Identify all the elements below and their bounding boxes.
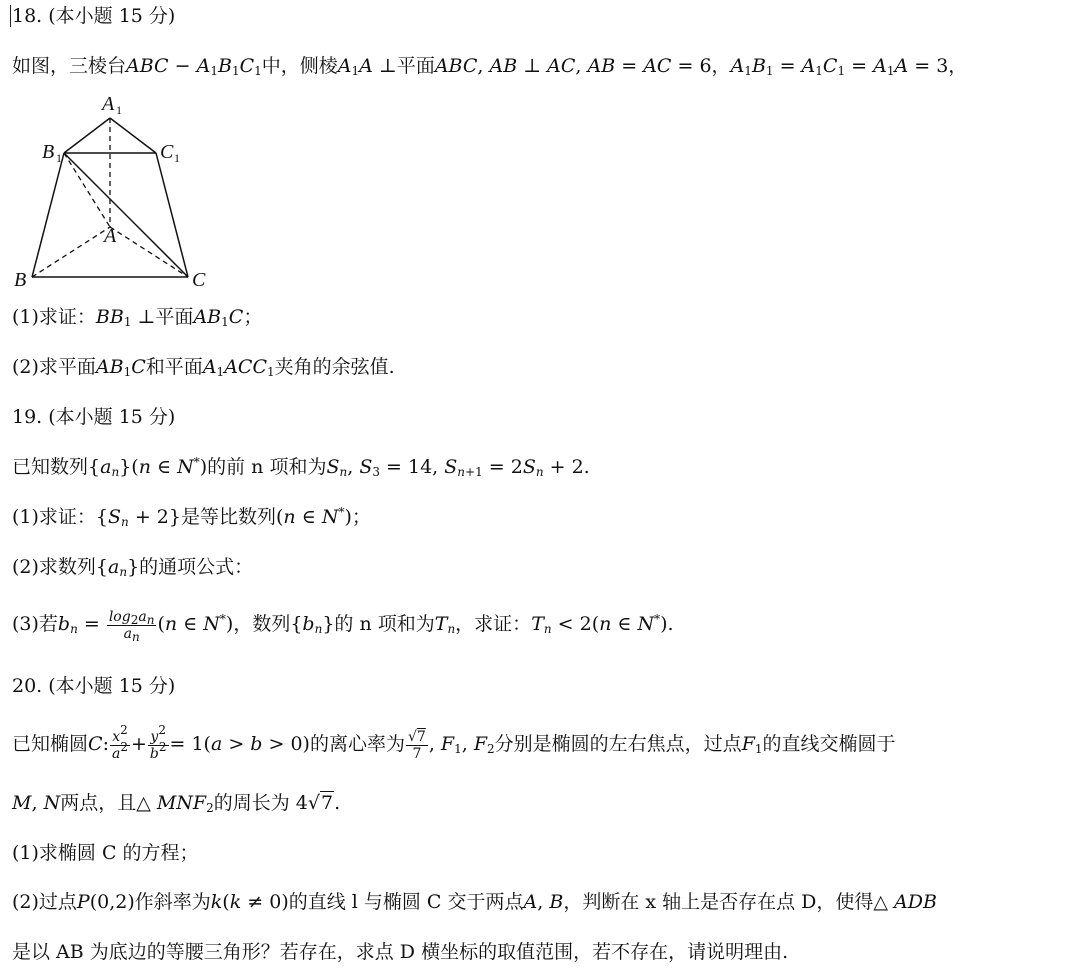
q19-stem: 已知数列$\{a_n\}(n$ ∈ N*)的前 n 项和为$S_n$, $S_3 = 14$, $S_{n+1} = 2S_n + 2$. bbox=[12, 455, 590, 479]
q18-part1: (1)求证：$BB_1$ ⊥平面$AB_1C$； bbox=[12, 306, 263, 329]
q20-stem-line2: M, N两点，且△ $MNF_2$的周长为 4√7. bbox=[12, 792, 341, 815]
edge-a1c1 bbox=[110, 118, 156, 153]
fraction-log2an-over-an: $\frac{\log_2a_n}{a_n}$ bbox=[108, 608, 155, 644]
q19-part3: (3)若$b_n$ = $\frac{\log_2a_n}{a_n}$ (n ∈ N*)，数列$\{b_n\}$的 n 项和为$T_n$，求证：$T_n < 2(n$ ∈ N*). bbox=[12, 608, 674, 644]
label-a1-sub: 1 bbox=[116, 103, 122, 117]
q18-part2: (2)求平面$AB_1C$和平面$A_1ACC_1$夹角的余弦值. bbox=[12, 356, 395, 379]
label-b1: B bbox=[42, 141, 55, 163]
edge-c1c bbox=[156, 153, 188, 277]
q20-part2: (2)过点P(0,2)作斜率为k(k ≠ 0)的直线 l 与椭圆 C 交于两点A, B，判断在 x 轴上是否存在点 D，使得△ ADB bbox=[12, 891, 937, 913]
text-cursor bbox=[10, 5, 11, 27]
fraction-y2-b2: $\frac{y^2}{b^2}$ bbox=[149, 722, 167, 762]
label-a1: A bbox=[102, 93, 115, 115]
q18-stem: 如图，三棱台ABC − $A_1B_1C_1$中，侧棱$A_1A$ ⊥平面ABC, AB ⊥ AC, AB = AC = 6，$A_1B_1 = A_1C_1 = A_1A = 3$， bbox=[12, 55, 968, 78]
q20-header: 20. (本小题 15 分) bbox=[12, 675, 176, 697]
edge-b1c bbox=[64, 153, 188, 277]
edge-b1b bbox=[32, 153, 64, 277]
frustum-figure bbox=[0, 90, 230, 290]
fraction-sqrt7-7: $\frac{√7}{7}$ bbox=[407, 728, 426, 762]
label-c1-sub: 1 bbox=[174, 151, 180, 165]
label-b: B bbox=[14, 269, 27, 290]
label-c: C bbox=[192, 269, 206, 290]
q19-part2: (2)求数列$\{a_n\}$的通项公式： bbox=[12, 556, 254, 579]
label-b1-sub: 1 bbox=[56, 151, 62, 165]
q20-stem: 已知椭圆C: $\frac{x^2}{a^2}$ + $\frac{y^2}{b^2}$ = 1(a > b > 0)的离心率为 $\frac{√7}{7}$ , $F_1$, $F_2$分别是椭圆的左右焦点，过点$F_1$的直线交椭圆于 bbox=[12, 722, 896, 762]
label-a: A bbox=[104, 225, 117, 247]
edge-b1a bbox=[64, 153, 110, 227]
edge-a1b1 bbox=[64, 118, 110, 153]
q18-header: 18. (本小题 15 分) bbox=[12, 5, 176, 27]
fraction-x2-a2: $\frac{x^2}{a^2}$ bbox=[111, 722, 128, 762]
label-c1: C bbox=[160, 141, 174, 163]
q19-part1: (1)求证：$\{S_n + 2\}$是等比数列(n ∈ N*)； bbox=[12, 505, 371, 529]
q19-header: 19. (本小题 15 分) bbox=[12, 406, 176, 428]
q20-part1: (1)求椭圆 C 的方程； bbox=[12, 842, 199, 864]
q20-part2-line2: 是以 AB 为底边的等腰三角形？若存在，求点 D 横坐标的取值范围，若不存在，请说明理由. bbox=[12, 941, 789, 963]
